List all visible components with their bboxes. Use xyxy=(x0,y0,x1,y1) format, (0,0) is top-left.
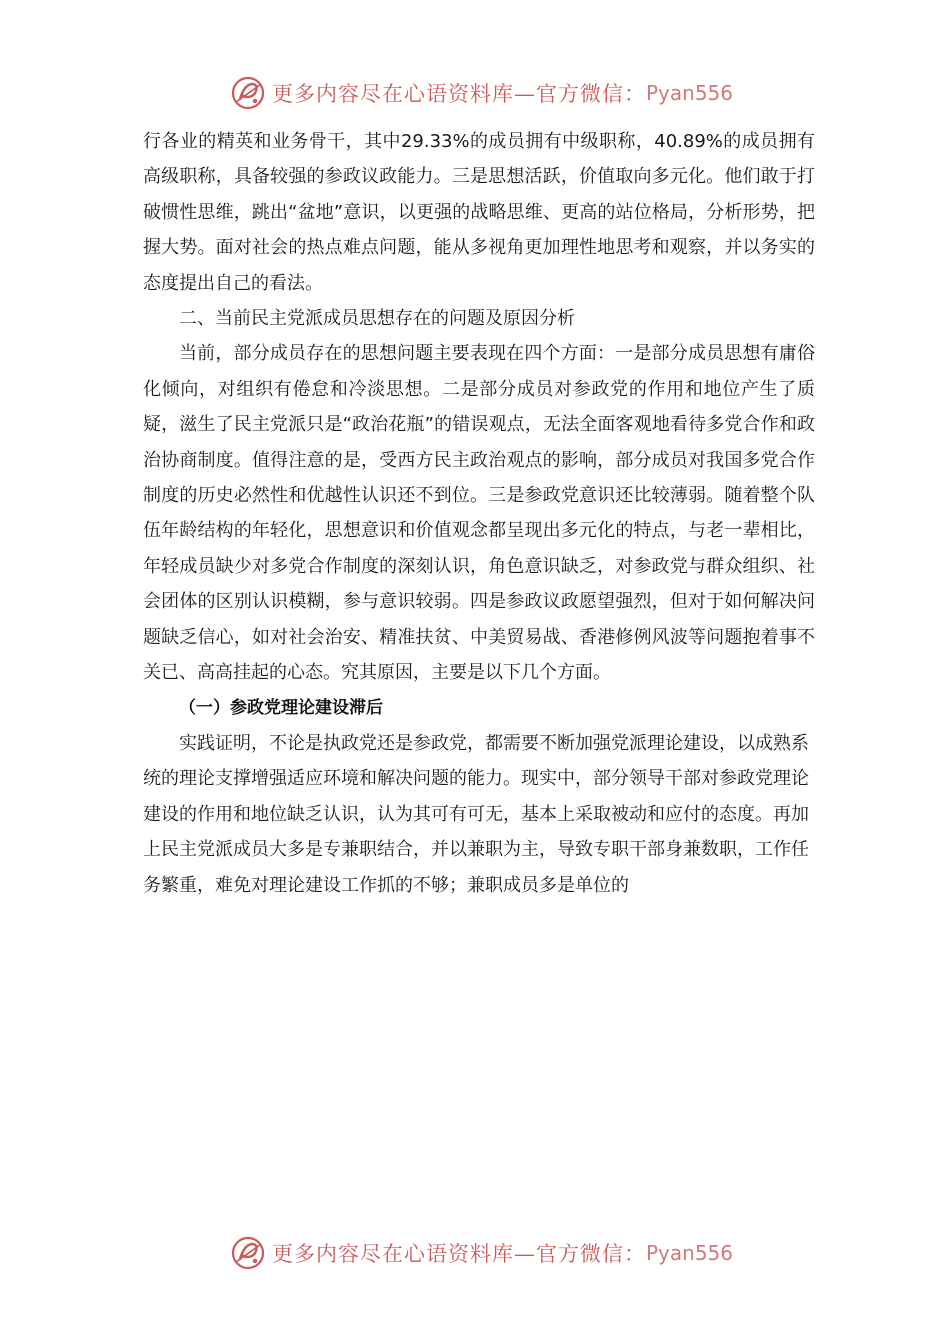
document-body xyxy=(143,124,815,903)
paragraph-theory: 实践证明，不论是执政党还是参政党，都需要不断加强党派理论建设，以成熟系统的理论支撑增强适应环境和解决问题的能力。现实中，部分领导干部对参政党理论建设的作用和地位缺乏认识，认为其可有可无，基本上采取被动和应付的态度。再加上民主党派成员大多是专兼职结合，并以兼职为主，导致专职干部身兼数职，工作任务繁重，难免对理论建设工作抓的不够；兼职成员多是单位的 xyxy=(143,732,809,896)
watermark-text: 更多内容尽在心语资料库—官方微信： xyxy=(272,1242,646,1266)
subsection-heading-1: （一）参政党理论建设滞后 xyxy=(179,697,383,718)
paragraph-continued: 行各业的精英和业务骨干，其中29.33%的成员拥有中级职称，40.89%的成员拥有高级职称，具备较强的参政议政能力。三是思想活跃，价值取向多元化。他们敢于打破惯性思维，跳出“盆地”意识，以更强的战略思维、更高的站位格局，分析形势，把握大势。面对社会的热点难点问题，能从多视角更加理性地思考和观察，并以务实的态度提出自己的看法。 xyxy=(143,131,815,294)
watermark-wechat-id: Pyan556 xyxy=(646,1241,734,1265)
watermark-header xyxy=(230,73,733,113)
seal-logo-icon xyxy=(230,75,266,111)
section-heading-2: 二、当前民主党派成员思想存在的问题及原因分析 xyxy=(179,308,575,330)
watermark-wechat-id: Pyan556 xyxy=(646,81,734,105)
paragraph-problems: 当前，部分成员存在的思想问题主要表现在四个方面：一是部分成员思想有庸俗化倾向，对组织有倦怠和冷淡思想。二是部分成员对参政党的作用和地位产生了质疑，滋生了民主党派只是“政治花瓶”的错误观点，无法全面客观地看待多党合作和政治协商制度。值得注意的是，受西方民主政治观点的影响，部分成员对我国多党合作制度的历史必然性和优越性认识还不到位。三是参政党意识还比较薄弱。随着整个队伍年龄结构的年轻化，思想意识和价值观念都呈现出多元化的特点，与老一辈相比，年轻成员缺少对多党合作制度的深刻认识，角色意识缺乏，对参政党与群众组织、社会团体的区别认识模糊，参与意识较弱。四是参政议政愿望强烈，但对于如何解决问题缺乏信心，如对社会治安、精准扶贫、中美贸易战、香港修例风波等问题抱着事不关已、高高挂起的心态。究其原因，主要是以下几个方面。 xyxy=(143,343,815,684)
watermark-footer xyxy=(230,1233,733,1273)
watermark-text: 更多内容尽在心语资料库—官方微信： xyxy=(272,82,646,106)
seal-logo-icon xyxy=(230,1235,266,1271)
